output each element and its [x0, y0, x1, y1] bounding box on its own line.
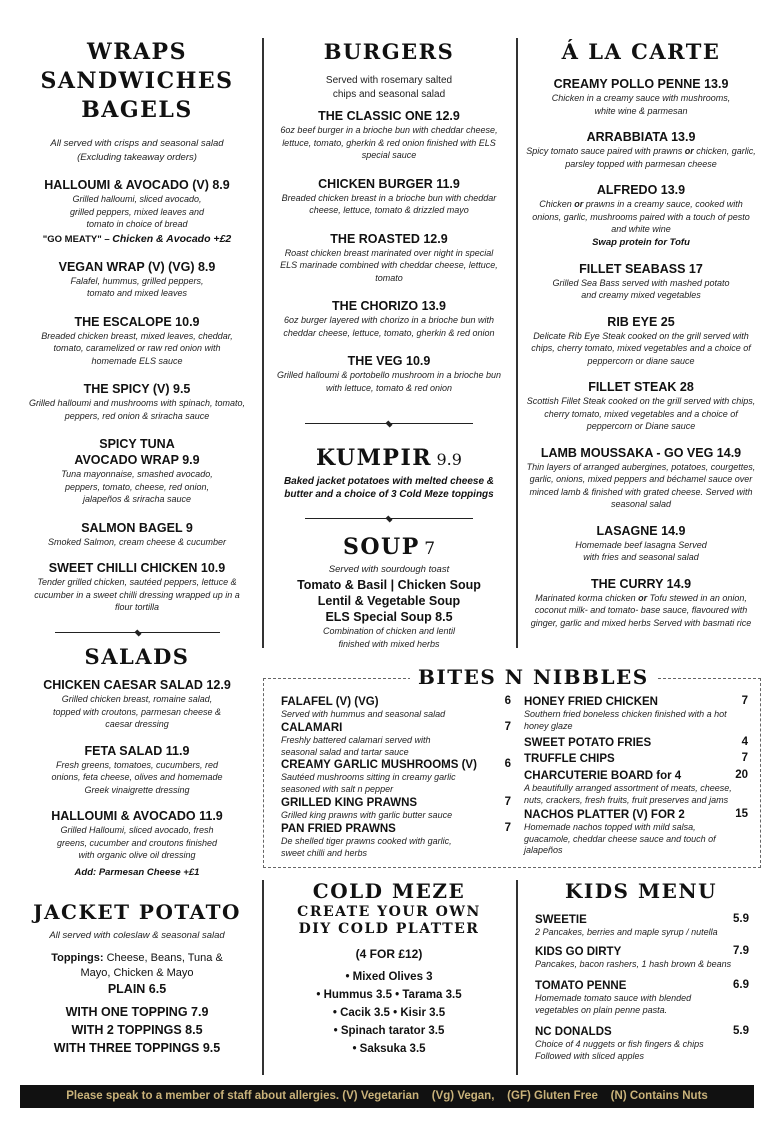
item-name: ARRABBIATA 13.9	[586, 130, 696, 144]
menu-item	[524, 445, 758, 511]
kids-item-desc: Choice of 4 nuggets or fish fingers & chips Followed with sliced apples	[535, 1039, 704, 1061]
item-desc: Tender grilled chicken, sautéed peppers, lettuce & cucumber in a sweet chilli dressing wrapped up in a flour tortilla	[34, 577, 240, 612]
allergy-footer: Please speak to a member of staff about allergies. (V) Vegetarian (Vg) Vegan, (GF) Gluten Free (N) Contains Nuts	[20, 1085, 754, 1108]
soup-section	[270, 534, 508, 650]
column-rule	[516, 880, 518, 1075]
bite-price: 7	[504, 822, 511, 834]
kids-item	[535, 1025, 749, 1062]
desc-part: chicken, garlic, parsley topped with parmesan cheese	[565, 146, 756, 169]
item-name: VEGAN WRAP (V) (VG) 8.9	[58, 259, 216, 274]
item-desc	[524, 592, 758, 630]
extra-value: Chicken & Avocado +£2	[112, 232, 232, 245]
menu-item	[524, 523, 758, 564]
bite-desc: Sautéed mushrooms sitting in creamy garlic seasoned with salt n pepper	[281, 772, 456, 794]
menu-item	[20, 381, 254, 422]
title-line: WRAPS	[87, 39, 187, 65]
item-desc: Thin layers of arranged aubergines, potatoes, courgettes, garlic, onions, mixed peppers and béchamel sauce over minced lamb & finished with grated cheese. Served with seasonal salad	[526, 461, 756, 509]
section-divider	[305, 518, 473, 519]
carte-title: Á LA CARTE	[561, 39, 721, 64]
item-name: THE CHORIZO 13.9	[332, 299, 446, 313]
bite-name: TRUFFLE CHIPS	[524, 753, 615, 765]
meze-deal: (4 FOR £12)	[355, 947, 423, 961]
bite-desc: Grilled king prawns with garlic butter sauce	[281, 810, 453, 820]
bite-item	[281, 758, 511, 795]
item-name: HALLOUMI & AVOCADO 11.9	[51, 809, 223, 823]
kids-item-name: TOMATO PENNE	[535, 980, 627, 992]
bite-price: 7	[504, 721, 511, 733]
item-name: HALLOUMI & AVOCADO (V) 8.9	[44, 178, 230, 192]
bite-price: 7	[504, 796, 511, 808]
item-desc: Smoked Salmon, cream cheese & cucumber	[47, 536, 227, 547]
bite-name: SWEET POTATO FRIES	[524, 737, 652, 749]
item-desc: Breaded chicken breast, mixed leaves, cheddar, tomato, caramelized or raw red onion with homemade ELS sauce	[41, 330, 233, 366]
item-desc: Fresh greens, tomatoes, cucumbers, red onions, feta cheese, olives and homemade Greek vinaigrette dressing	[51, 759, 223, 795]
bite-item	[281, 796, 511, 822]
bite-price: 4	[741, 736, 748, 748]
item-desc: Grilled Sea Bass served with mashed potato and creamy mixed vegetables	[552, 277, 730, 300]
item-name: THE SPICY (V) 9.5	[83, 382, 191, 396]
menu-item	[524, 576, 758, 630]
meze-line: • Mixed Olives 3	[345, 971, 433, 983]
bite-name: GRILLED KING PRAWNS	[281, 797, 418, 809]
section-divider	[55, 632, 220, 633]
menu-item	[20, 677, 254, 731]
item-desc: Roast chicken breast marinated over night in special ELS marinade combined with cheddar cheese, lettuce, tomato	[280, 247, 498, 283]
desc-part: Tofu stewed in an onion, coconut milk- and tomato- base sauce, flavoured with ginger, garlic and mixed herbs Served with basmati rice	[530, 592, 752, 628]
menu-item	[524, 129, 758, 170]
item-desc: Scottish Fillet Steak cooked on the grill served with chips, cherry tomato, mixed vegetables and a choice of peppercorn or Diane sauce	[526, 396, 756, 431]
menu-item	[20, 314, 254, 368]
desc-or: or	[574, 199, 584, 209]
burgers-title: BURGERS	[323, 39, 455, 64]
meze-line: • Saksuka 3.5	[352, 1043, 426, 1055]
menu-item	[20, 520, 254, 549]
meze-line: • Spinach tarator 3.5	[333, 1025, 445, 1037]
bites-title: BITES N NIBBLES	[410, 665, 657, 689]
kids-item	[535, 945, 749, 971]
kids-item-price: 5.9	[733, 913, 749, 925]
soup-heading	[270, 534, 508, 560]
bite-name: PAN FRIED PRAWNS	[281, 823, 396, 835]
item-desc: Grilled halloumi & portobello mushroom in a brioche bun with lettuce, tomato & red onion	[276, 370, 502, 393]
wraps-section	[20, 38, 254, 614]
title-line: BAGELS	[81, 97, 193, 123]
kids-item-desc: 2 Pancakes, berries and maple syrup / nutella	[535, 927, 718, 937]
column-rule	[262, 880, 264, 1075]
item-desc: Chicken in a creamy sauce with mushrooms, white wine & parmesan	[551, 93, 731, 116]
toppings-label: Toppings:	[51, 952, 104, 964]
menu-item	[20, 560, 254, 614]
wraps-intro: All served with crisps and seasonal salad (Excluding takeaway orders)	[50, 138, 224, 163]
bite-price: 15	[735, 808, 748, 820]
item-desc: Grilled Halloumi, sliced avocado, fresh greens, cucumber and croutons finished with organic olive oil dressing	[56, 825, 218, 860]
bite-item	[524, 752, 748, 766]
meze-line: • Hummus 3.5 • Tarama 3.5	[316, 989, 462, 1001]
kumpir-heading	[270, 445, 508, 471]
kumpir-desc: Baked jacket potatoes with melted cheese & butter and a choice of 3 Cold Meze toppings	[283, 476, 495, 500]
extra-label: "GO MEATY" –	[42, 233, 113, 245]
soup-line: ELS Special Soup 8.5	[325, 610, 453, 624]
salads-addon: Add: Parmesan Cheese +£1	[74, 866, 200, 878]
bite-name: HONEY FRIED CHICKEN	[524, 696, 658, 708]
jacket-section	[20, 899, 254, 1057]
bite-item	[281, 695, 511, 721]
item-desc: Breaded chicken breast in a brioche bun with cheddar cheese, lettuce, tomato & drizzled mayo	[281, 192, 497, 215]
bite-item	[524, 695, 748, 732]
meze-subtitle: DIY COLD PLATTER	[298, 921, 480, 937]
kids-item-name: KIDS GO DIRTY	[535, 946, 622, 958]
kids-title-wrap	[524, 878, 758, 904]
title-line: SANDWICHES	[40, 68, 234, 94]
burgers-intro: Served with rosemary salted chips and seasonal salad	[325, 75, 453, 100]
bite-item	[524, 769, 748, 806]
meze-line: • Cacik 3.5 • Kisir 3.5	[332, 1007, 446, 1019]
menu-item	[524, 76, 758, 117]
salads-section	[20, 643, 254, 879]
bite-desc: A beautifully arranged assortment of meats, cheese, nuts, crackers, fresh fruits, fruit preserves and jams	[524, 783, 732, 805]
menu-item	[270, 108, 508, 162]
bite-name: NACHOS PLATTER (V) FOR 2	[524, 809, 685, 821]
bite-desc: Homemade nachos topped with mild salsa, guacamole, cheddar cheese sauce and touch of jalapeños	[524, 822, 716, 855]
bite-name: CREAMY GARLIC MUSHROOMS (V)	[281, 759, 477, 771]
kids-item	[535, 913, 749, 939]
soup-line: Lentil & Vegetable Soup	[317, 594, 461, 608]
item-desc: Grilled halloumi, sliced avocado, grilled peppers, mixed leaves and tomato in choice of bread	[69, 194, 205, 229]
bite-desc: Southern fried boneless chicken finished with a hot honey glaze	[524, 709, 727, 731]
item-desc: Tuna mayonnaise, smashed avocado, peppers, tomato, cheese, red onion, jalapeños & sriracha sauce	[61, 469, 213, 504]
soup-intro: Served with sourdough toast	[328, 564, 450, 575]
item-desc: Falafel, hummus, grilled peppers, tomato and mixed leaves	[70, 275, 204, 298]
item-name: LAMB MOUSSAKA - GO VEG 14.9	[540, 445, 742, 460]
column-rule	[516, 38, 518, 648]
kids-item	[535, 979, 749, 1016]
desc-part: Marinated korma chicken	[535, 592, 639, 603]
kids-item-desc: Homemade tomato sauce with blended vegetables on plain penne pasta.	[535, 993, 692, 1015]
kumpir-price: 9.9	[436, 450, 462, 469]
menu-item	[20, 436, 254, 506]
desc-part: Spicy tomato sauce paired with prawns	[526, 146, 685, 156]
bite-name: CHARCUTERIE BOARD for 4	[524, 770, 682, 782]
desc-or: or	[684, 146, 694, 156]
item-desc	[524, 145, 758, 170]
kumpir-title: KUMPIR	[316, 445, 433, 471]
meze-list	[270, 968, 508, 1058]
soup-title: SOUP	[342, 534, 420, 560]
bite-price: 7	[741, 695, 748, 707]
jacket-price-line: WITH THREE TOPPINGS 9.5	[53, 1041, 221, 1055]
item-name: RIB EYE 25	[607, 314, 675, 329]
menu-item	[524, 314, 758, 368]
menu-item	[270, 298, 508, 339]
bite-desc: Served with hummus and seasonal salad	[281, 709, 446, 719]
jacket-price-line: WITH ONE TOPPING 7.9	[65, 1005, 209, 1019]
kumpir-section	[270, 445, 508, 501]
bite-price: 6	[504, 758, 511, 770]
kids-item-name: NC DONALDS	[535, 1026, 612, 1038]
desc-part: Chicken	[539, 199, 575, 209]
meze-subtitle: CREATE YOUR OWN	[297, 904, 481, 920]
menu-item	[270, 231, 508, 285]
item-extra	[20, 233, 254, 245]
bite-desc: De shelled tiger prawns cooked with garlic, sweet chilli and herbs	[281, 836, 452, 858]
kids-item-price: 7.9	[733, 945, 749, 957]
bite-item	[281, 721, 511, 758]
item-name: THE VEG 10.9	[347, 354, 431, 368]
desc-part: prawns in a creamy sauce, cooked with onions, garlic, mushrooms paired with a touch of pesto and white wine	[532, 199, 750, 234]
item-name: THE ESCALOPE 10.9	[74, 314, 200, 329]
salads-title: SALADS	[84, 644, 190, 669]
kids-item-desc: Pancakes, bacon rashers, 1 hash brown & beans	[535, 959, 732, 969]
menu-item	[524, 261, 758, 302]
item-name: THE CLASSIC ONE 12.9	[318, 109, 460, 123]
item-desc: Grilled halloumi and mushrooms with spinach, tomato, peppers, red onion & sriracha sauce	[28, 398, 246, 421]
bite-price: 20	[735, 769, 748, 781]
jacket-toppings	[20, 951, 254, 981]
menu-item	[270, 176, 508, 217]
desc-or: or	[638, 592, 648, 603]
item-name: CHICKEN CAESAR SALAD 12.9	[43, 678, 231, 692]
meze-section	[270, 878, 508, 1058]
menu-item	[20, 808, 254, 862]
jacket-plain: PLAIN 6.5	[107, 982, 167, 996]
item-name: FILLET STEAK 28	[588, 380, 694, 394]
wraps-title	[20, 38, 254, 125]
item-desc: 6oz beef burger in a brioche bun with cheddar cheese, lettuce, tomato, gherkin & red onion finished with ELS special sauce	[280, 125, 498, 160]
kids-item-name: SWEETIE	[535, 914, 587, 926]
item-desc: Grilled chicken breast, romaine salad, topped with croutons, parmesan cheese & caesar dressing	[52, 694, 222, 729]
item-name: SWEET CHILLI CHICKEN 10.9	[48, 561, 226, 575]
column-rule	[262, 38, 264, 648]
bite-desc: Freshly battered calamari served with seasonal salad and tartar sauce	[281, 735, 431, 757]
item-name-line: AVOCADO WRAP 9.9	[74, 453, 200, 467]
bite-name: FALAFEL (V) (VG)	[281, 696, 379, 708]
item-desc: Delicate Rib Eye Steak cooked on the grill served with chips, cherry tomato, mixed vegetables and a choice of peppercorn or diane sauce	[531, 330, 751, 366]
section-divider	[305, 423, 473, 424]
soup-price: 7	[424, 539, 436, 559]
item-name: FILLET SEABASS 17	[579, 261, 703, 276]
burgers-section	[270, 38, 508, 394]
menu-item	[524, 182, 758, 249]
item-name: ALFREDO 13.9	[596, 183, 686, 197]
bite-item	[524, 808, 748, 857]
bite-item	[524, 736, 748, 750]
menu-item	[270, 353, 508, 394]
menu-item	[20, 259, 254, 300]
item-desc: 6oz burger layered with chorizo in a brioche bun with cheddar cheese, lettuce, tomato, gherkin & red onion	[283, 315, 495, 338]
kids-item-price: 5.9	[733, 1025, 749, 1037]
menu-item	[20, 743, 254, 797]
jacket-price-line: WITH 2 TOPPINGS 8.5	[71, 1023, 203, 1037]
bite-item	[281, 822, 511, 859]
jacket-title: JACKET POTATO	[33, 900, 241, 924]
soup-line: Tomato & Basil | Chicken Soup	[297, 578, 481, 592]
jacket-intro: All served with coleslaw & seasonal salad	[49, 930, 225, 941]
soup-desc: Combination of chicken and lentil finished with mixed herbs	[322, 626, 456, 649]
menu-item	[524, 379, 758, 433]
kids-title: KIDS MENU	[564, 879, 718, 903]
carte-section	[524, 38, 758, 629]
item-desc: Homemade beef lasagna Served with fries and seasonal salad	[575, 539, 707, 562]
item-name: THE ROASTED 12.9	[330, 231, 448, 246]
item-name: CHICKEN BURGER 11.9	[318, 176, 460, 191]
item-name: LASAGNE 14.9	[596, 523, 686, 538]
item-name: SALMON BAGEL 9	[81, 520, 193, 535]
kids-item-price: 6.9	[733, 979, 749, 991]
toppings-list: Cheese, Beans, Tuna & Mayo, Chicken & Mayo	[80, 952, 223, 979]
menu-item	[20, 177, 254, 245]
item-name: THE CURRY 14.9	[590, 576, 692, 591]
bite-name: CALAMARI	[281, 722, 343, 734]
item-name: FETA SALAD 11.9	[84, 743, 190, 758]
item-desc	[524, 198, 758, 236]
bite-price: 7	[741, 752, 748, 764]
item-name: CREAMY POLLO PENNE 13.9	[553, 77, 729, 91]
item-note: Swap protein for Tofu	[592, 236, 690, 248]
item-name-line: SPICY TUNA	[99, 437, 175, 451]
bite-price: 6	[504, 695, 511, 707]
meze-title: COLD MEZE	[312, 879, 466, 903]
